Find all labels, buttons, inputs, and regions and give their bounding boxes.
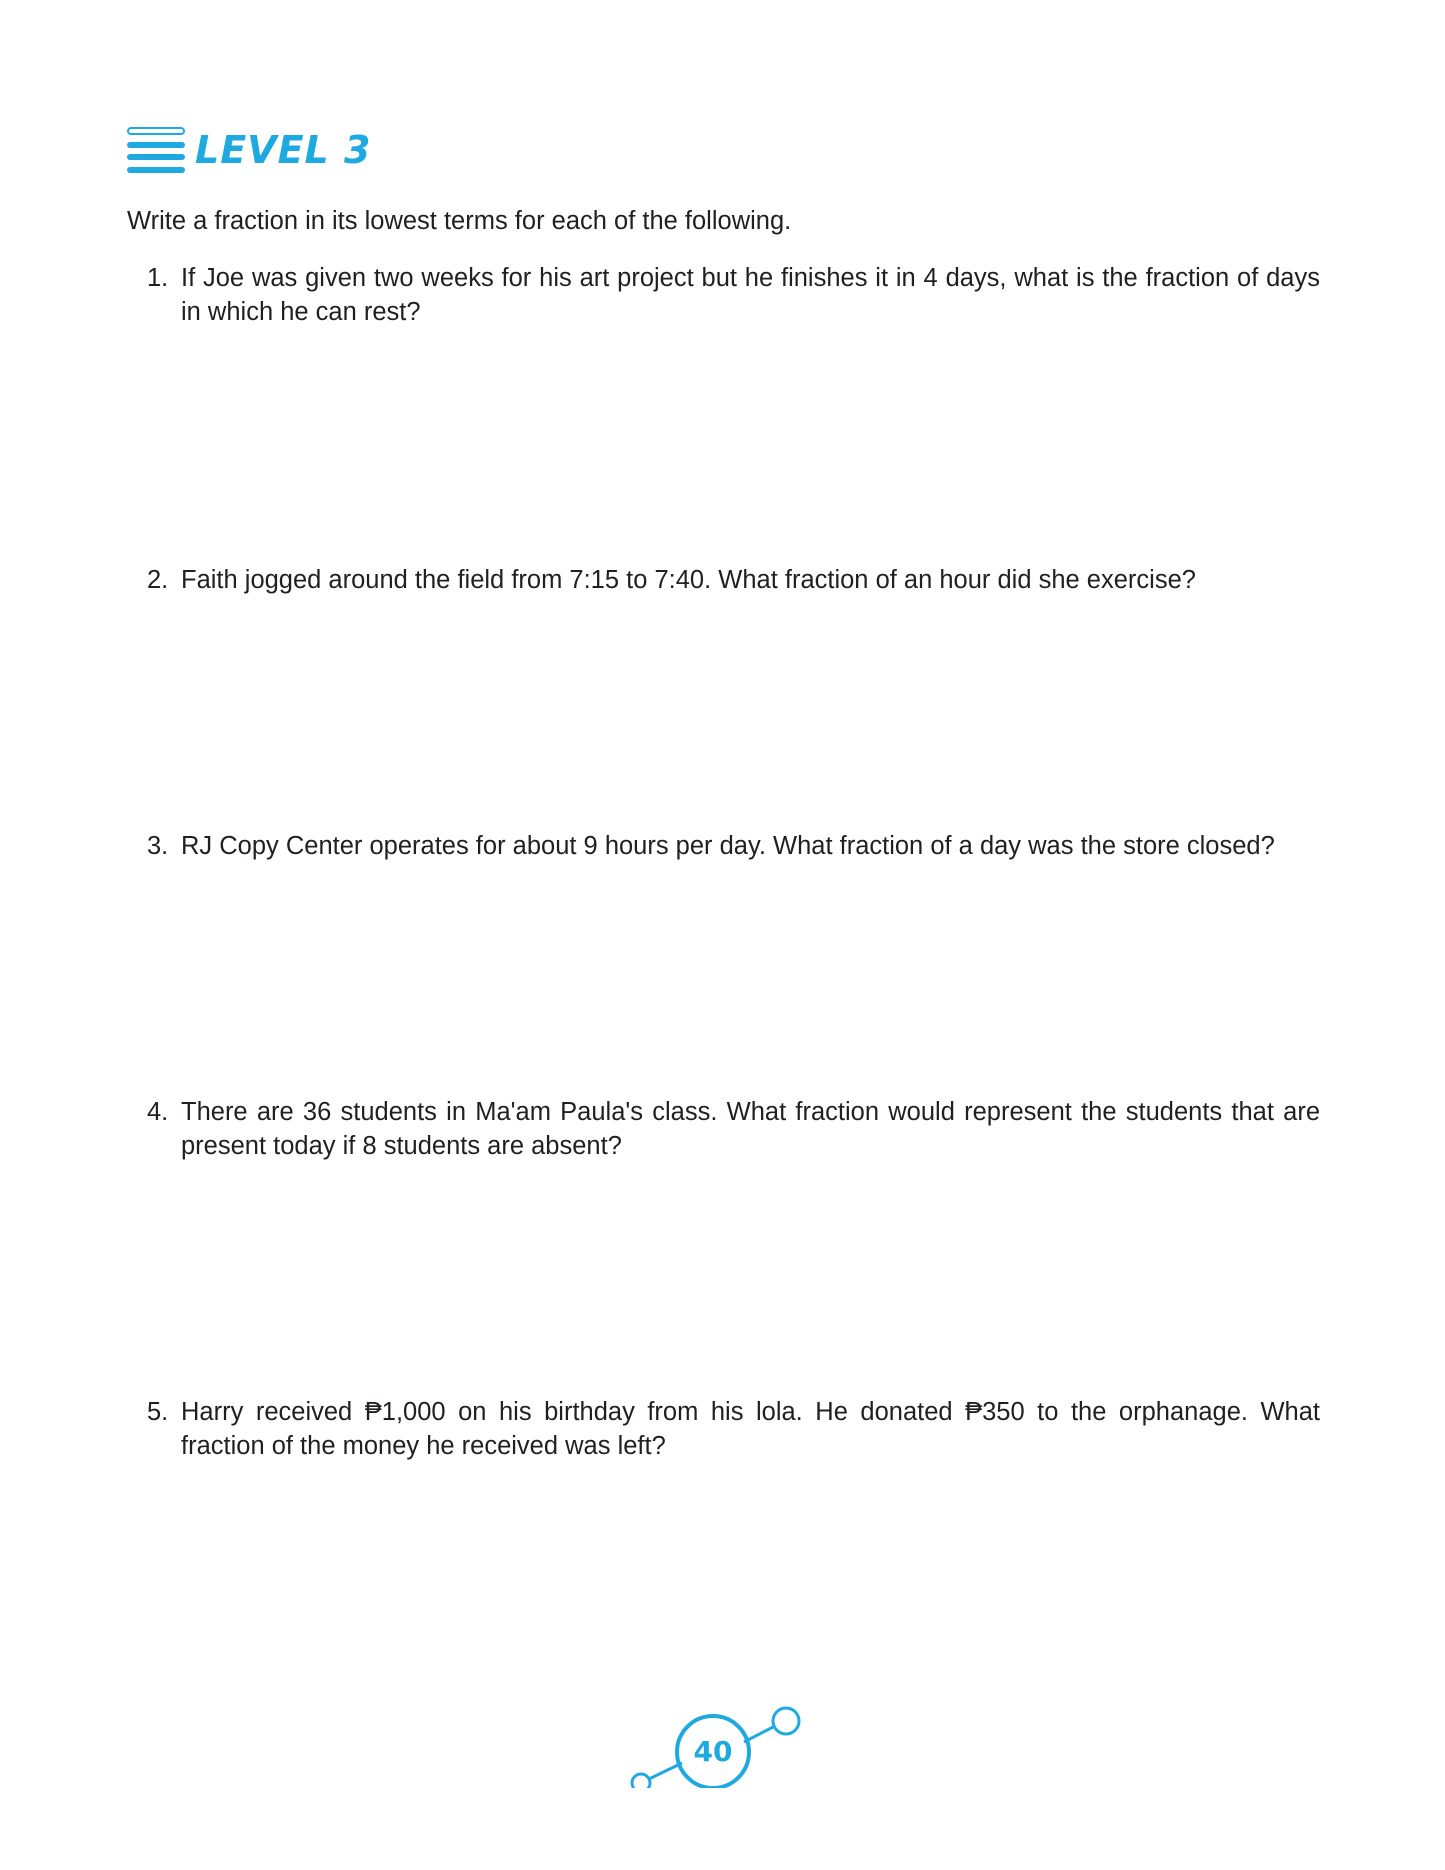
question-text: Faith jogged around the field from 7:15 to 7:40. What fraction of an hour did she exercise? (181, 566, 1196, 594)
level-title: LEVEL 3 (195, 128, 372, 172)
question-number: 2. (147, 566, 169, 594)
question-number: 1. (147, 264, 169, 292)
question-text: If Joe was given two weeks for his art project but he finishes it in 4 days, what is the fraction of days in which he can rest? (181, 264, 1320, 326)
question-number: 3. (147, 832, 169, 860)
question-number: 4. (147, 1098, 169, 1126)
question-2 (147, 563, 1320, 597)
question-3 (147, 829, 1320, 863)
question-4 (147, 1095, 1320, 1163)
page-number-badge (625, 1698, 815, 1788)
question-number: 5. (147, 1398, 169, 1426)
question-text: Harry received ₱1,000 on his birthday from his lola. He donated ₱350 to the orphanage. What fraction of the money he received was left? (181, 1398, 1320, 1460)
page-number: 40 (693, 1735, 733, 1768)
question-5 (147, 1395, 1320, 1463)
question-text: There are 36 students in Ma'am Paula's class. What fraction would represent the students that are present today if 8 students are absent? (181, 1098, 1320, 1160)
question-1 (147, 261, 1320, 329)
instruction-text: Write a fraction in its lowest terms for each of the following. (127, 207, 792, 235)
stacked-bars-icon (127, 127, 185, 173)
level-heading (127, 126, 371, 174)
question-text: RJ Copy Center operates for about 9 hours per day. What fraction of a day was the store closed? (181, 832, 1275, 860)
